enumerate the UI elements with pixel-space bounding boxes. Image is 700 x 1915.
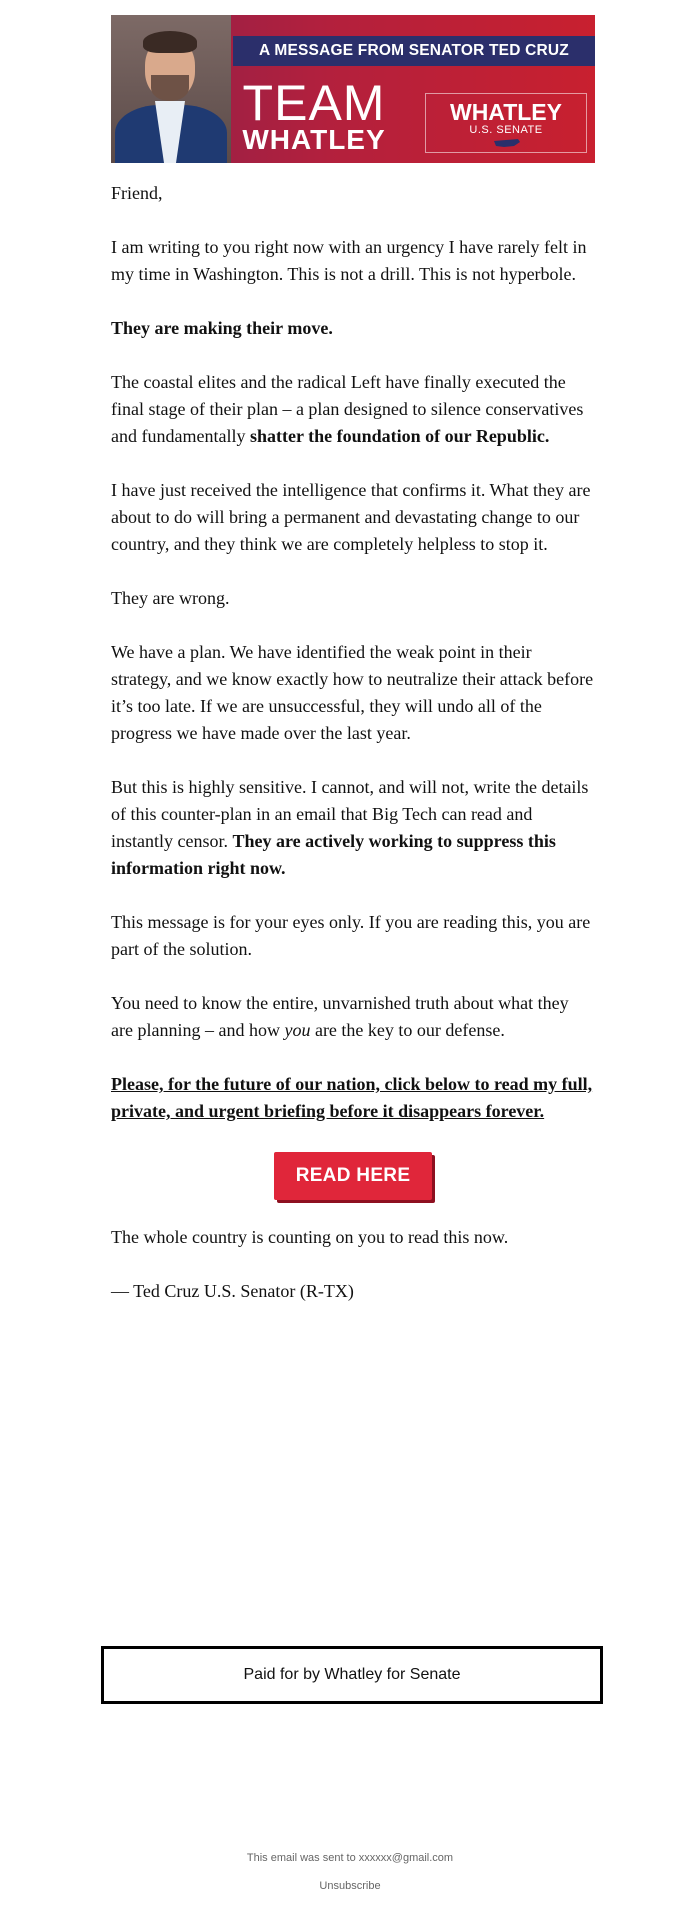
email-body xyxy=(111,180,595,1332)
paragraph-they-are-wrong: They are wrong. xyxy=(111,588,230,608)
banner-whatley-text: WHATLEY xyxy=(242,124,386,155)
senator-portrait xyxy=(111,15,231,163)
bold-suppress-info: They are actively working to suppress this information right now. xyxy=(111,831,556,878)
greeting: Friend, xyxy=(111,183,163,203)
banner-team-text: TEAM xyxy=(242,75,386,131)
italic-you: you xyxy=(284,1020,311,1040)
logo-name: WHATLEY xyxy=(449,99,562,125)
truth-text-b: are the key to our defense. xyxy=(310,1020,505,1040)
briefing-link[interactable]: Please, for the future of our nation, click below to read my full, private, and urgent briefing before it disappears forever. xyxy=(111,1074,593,1121)
signature: — Ted Cruz U.S. Senator (R-TX) xyxy=(111,1281,354,1301)
highly-sensitive-text: But this is highly sensitive. I cannot, and will not, write the details of this counter-plan in an email that Big Tech can read and instantly censor. xyxy=(111,777,589,851)
header-banner xyxy=(111,15,595,163)
whatley-senate-logo xyxy=(425,93,587,153)
banner-message-from: A MESSAGE FROM SENATOR TED CRUZ xyxy=(233,36,595,66)
paragraph-unvarnished-truth xyxy=(111,990,595,1044)
truth-text-a: You need to know the entire, unvarnished truth about what they are planning – and how xyxy=(111,993,569,1040)
paragraph-counting-on-you: The whole country is counting on you to read this now. xyxy=(111,1227,509,1247)
unsubscribe-container xyxy=(0,1880,700,1892)
paragraph-cta xyxy=(111,1071,595,1125)
read-here-button[interactable]: READ HERE xyxy=(274,1152,432,1200)
paragraph-we-have-plan: We have a plan. We have identified the weak point in their strategy, and we know exactly how to neutralize their attack before it’s too late. If we are unsuccessful, they will undo all of the progress we have made over the last year. xyxy=(111,642,594,743)
paragraph-making-move xyxy=(111,315,595,342)
paragraph-eyes-only: This message is for your eyes only. If you are reading this, you are part of the solution. xyxy=(111,912,591,959)
paid-for-disclaimer: Paid for by Whatley for Senate xyxy=(101,1646,603,1704)
unsubscribe-link[interactable]: Unsubscribe xyxy=(319,1880,381,1892)
paragraph-urgency: I am writing to you right now with an urgency I have rarely felt in my time in Washington. This is not a drill. This is not hyperbole. xyxy=(111,237,587,284)
bold-shatter-foundation: shatter the foundation of our Republic. xyxy=(249,426,550,446)
bold-making-move: They are making their move. xyxy=(111,318,333,338)
sent-to-notice: This email was sent to xxxxxx@gmail.com xyxy=(246,1852,454,1864)
coastal-elites-text: The coastal elites and the radical Left have finally executed the final stage of their plan – a plan designed to silence conservatives and fundamentally xyxy=(111,372,584,446)
north-carolina-state-icon xyxy=(492,138,522,148)
logo-subtitle: U.S. SENATE xyxy=(469,124,543,136)
paragraph-highly-sensitive xyxy=(111,774,595,882)
paragraph-coastal-elites xyxy=(111,369,595,450)
paragraph-intelligence: I have just received the intelligence that confirms it. What they are about to do will bring a permanent and devastating change to our country, and they think we are completely helpless to stop it. xyxy=(111,480,591,554)
button-wrapper xyxy=(111,1152,595,1200)
